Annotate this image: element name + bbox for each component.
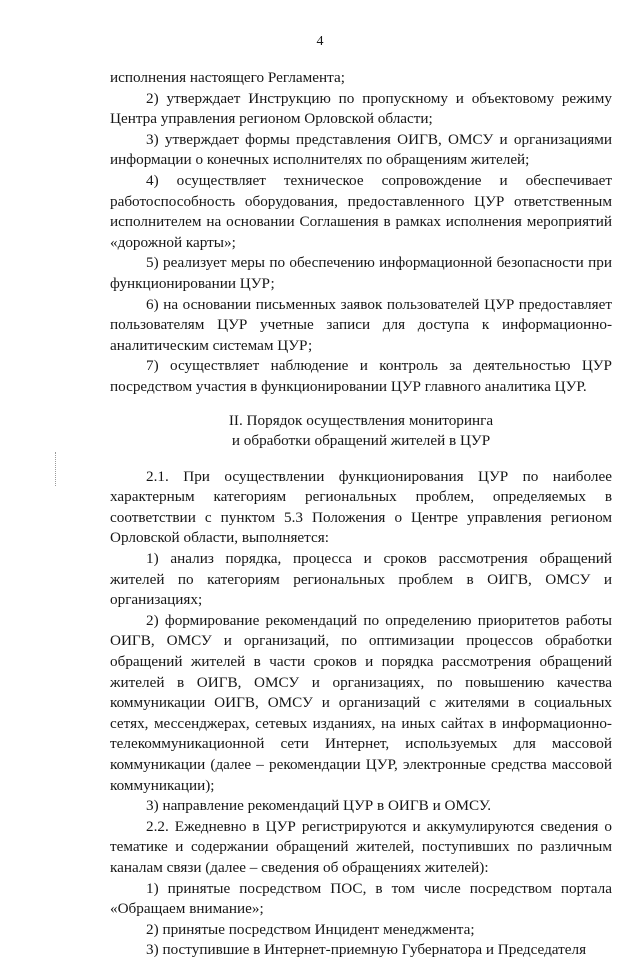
paragraph: 2.2. Ежедневно в ЦУР регистрируются и аккумулируются сведения о тематике и содержании обращений жителей, поступивших по различным каналам связи (далее – сведения об обращениях жителей):	[110, 817, 612, 876]
section-heading-line-1: II. Порядок осуществления мониторинга	[228, 411, 494, 429]
paragraph: 7) осуществляет наблюдение и контроль за деятельностью ЦУР посредством участия в функционировании ЦУР главного аналитика ЦУР.	[110, 357, 612, 395]
paragraphs-after-heading	[110, 467, 612, 961]
paragraph: исполнения настоящего Регламента;	[110, 69, 345, 86]
paragraph: 4) осуществляет техническое сопровождение и обеспечивает работоспособность оборудования, предоставленного ЦУР ответственным исполнителем на основании Соглашения в рамках исполнения мероприятий «дорожной карты»;	[110, 171, 612, 251]
paragraphs-before-heading	[110, 68, 612, 398]
paragraph: 3) поступившие в Интернет-приемную Губернатора и Председателя	[146, 941, 587, 959]
paragraph: 5) реализует меры по обеспечению информационной безопасности при функционировании ЦУР;	[110, 254, 612, 292]
section-heading	[110, 411, 612, 452]
page-number: 4	[316, 34, 324, 49]
paragraph: 3) утверждает формы представления ОИГВ, ОМСУ и организациями информации о конечных исполнителях по обращениям жителей;	[110, 130, 612, 169]
paragraph: 2) формирование рекомендаций по определению приоритетов работы ОИГВ, ОМСУ и организаций, по оптимизации процессов обработки обращений жителей в части сроков и порядка рассмотрения обращений жителей в ОИГВ, ОМСУ и организациях, по повышению качества коммуникации ОИГВ, ОМСУ и организаций с жителями в социальных сетях, мессенджерах, сетевых изданиях, на иных сайтах в информационно-телекоммуникационной сети Интернет, используемых для массовой коммуникации (далее – рекомендации ЦУР, электронные средства массовой коммуникации);	[110, 611, 612, 794]
document-body	[110, 68, 612, 961]
paragraph: 2.1. При осуществлении функционирования ЦУР по наиболее характерным категориям региональных проблем, определяемых в соответствии с пунктом 5.3 Положения о Центре управления регионом Орловской области, выполняется:	[110, 467, 612, 547]
paragraph: 2) принятые посредством Инцидент менеджмента;	[146, 920, 475, 938]
paragraph: 3) направление рекомендаций ЦУР в ОИГВ и ОМСУ.	[146, 797, 492, 815]
paragraph: 6) на основании письменных заявок пользователей ЦУР предоставляет пользователям ЦУР учетные записи для доступа к информационно-аналитическим системам ЦУР;	[110, 295, 612, 354]
paragraph: 2) утверждает Инструкцию по пропускному и объектовому режиму Центра управления регионом Орловской области;	[110, 89, 612, 128]
section-heading-line-2: и обработки обращений жителей в ЦУР	[231, 432, 491, 450]
scan-margin-mark	[55, 452, 58, 486]
paragraph: 1) принятые посредством ПОС, в том числе посредством портала «Обращаем внимание»;	[110, 879, 612, 918]
paragraph: 1) анализ порядка, процесса и сроков рассмотрения обращений жителей по категориям региональных проблем в ОИГВ, ОМСУ и организациях;	[110, 550, 612, 609]
